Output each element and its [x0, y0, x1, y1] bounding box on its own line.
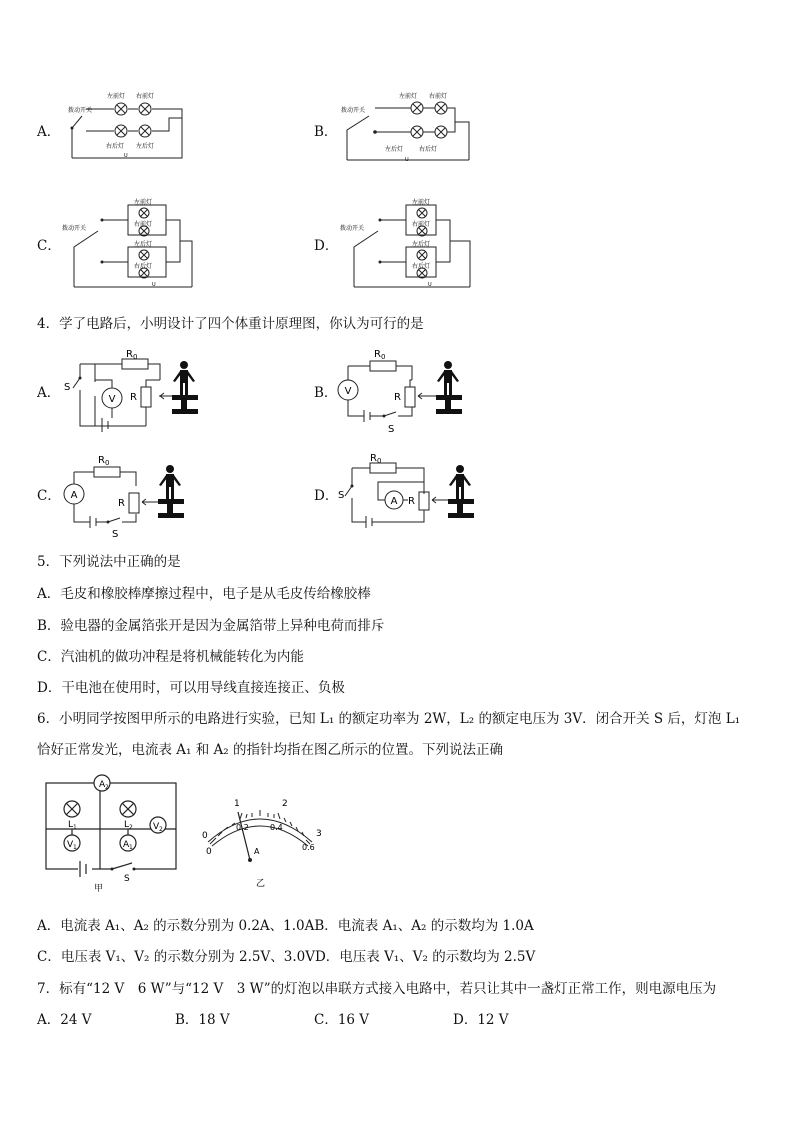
q3b-right-front-label: 右前灯 — [429, 93, 448, 100]
q7-stem: 7．标有“12 V 6 W”与“12 V 3 W”的灯泡以串联方式接入电路中，若只让其中一盏灯正常工作，则电源电压为 — [37, 981, 717, 997]
q6-meter-top-3: 3 — [316, 829, 322, 839]
q3a-u-label: U — [124, 153, 128, 159]
q4-circuit-a — [60, 340, 230, 440]
q6-meter-bottom-02: 0.2 — [236, 823, 249, 832]
q3d-switch-label: 拨动开关 — [340, 225, 365, 232]
q6-circuit-jia — [42, 775, 182, 895]
q6-a1-label: A — [123, 840, 130, 850]
q4-option-d-label: D． — [314, 488, 339, 504]
q4a-voltmeter-label: V — [108, 394, 116, 405]
q4b-r0-label: R — [374, 349, 381, 360]
q4a-r0-sub: 0 — [133, 353, 138, 361]
q4c-r0-sub: 0 — [105, 459, 110, 467]
q4d-ammeter-label: A — [390, 496, 398, 507]
q3c-u-label: U — [152, 282, 156, 288]
q4c-r-label: R — [118, 498, 125, 509]
q4a-s-label: S — [64, 382, 71, 393]
q3-circuit-d — [340, 193, 480, 293]
q4b-voltmeter-label: V — [344, 386, 352, 397]
q3a-left-front-label: 左前灯 — [107, 93, 126, 100]
q6-options-cd: C．电压表 V₁、V₂ 的示数分别为 2.5V、3.0VD．电压表 V₁、V₂ 的示数均为 2.5V — [37, 949, 536, 965]
q3a-switch-label: 拨动开关 — [68, 107, 93, 114]
q6-v1-label: V — [67, 840, 74, 850]
q3b-right-rear-label: 右后灯 — [419, 146, 438, 153]
q6-s-label: S — [124, 874, 130, 884]
q4b-s-label: S — [388, 424, 395, 435]
q4b-r0-sub: 0 — [381, 353, 386, 361]
q3c-right-front-label: 右前灯 — [134, 221, 153, 228]
q6-stem-line2: 恰好正常发光，电流表 A₁ 和 A₂ 的指针均指在图乙所示的位置。下列说法正确 — [37, 742, 503, 758]
q6-yi-label: 乙 — [256, 879, 266, 889]
q4d-r0-label: R — [370, 453, 377, 464]
q6-meter-unit: A — [254, 847, 260, 856]
q7-option-b: B．18 V — [175, 1012, 230, 1028]
q6-a2-label: A — [99, 780, 106, 790]
q4d-s-label: S — [338, 490, 345, 501]
q3a-right-rear-label: 右后灯 — [106, 143, 125, 150]
q4a-r0-label: R — [126, 349, 133, 360]
q6-v2-sub: 2 — [159, 826, 163, 833]
q3-option-c-label: C． — [37, 238, 61, 254]
q4b-r-label: R — [394, 392, 401, 403]
q5-option-d: D．干电池在使用时，可以用导线直接连接正、负极 — [37, 680, 345, 696]
q3b-u-label: U — [405, 157, 409, 163]
q6-meter-yi — [198, 798, 328, 888]
q3-option-b-label: B． — [314, 124, 338, 140]
q3c-right-rear-label: 右后灯 — [134, 263, 153, 270]
q3-circuit-a — [64, 88, 184, 163]
q4-option-c-label: C． — [37, 488, 61, 504]
q6-meter-bottom-06: 0.6 — [302, 843, 315, 852]
q5-option-a: A．毛皮和橡胶棒摩擦过程中，电子是从毛皮传给橡胶棒 — [37, 586, 371, 602]
q6-options-ab: A．电流表 A₁、A₂ 的示数分别为 0.2A、1.0AB．电流表 A₁、A₂ 的示数均为 1.0A — [37, 918, 534, 934]
q4c-s-label: S — [112, 529, 119, 540]
q4-circuit-c — [60, 444, 230, 544]
q4a-r-label: R — [130, 392, 137, 403]
q6-meter-top-0: 0 — [202, 831, 208, 841]
q3b-left-rear-label: 左后灯 — [385, 146, 404, 153]
q6-stem-line1: 6．小明同学按图甲所示的电路进行实验，已知 L₁ 的额定功率为 2W，L₂ 的额定电压为 3V．闭合开关 S 后，灯泡 L₁ — [37, 711, 741, 727]
q3-option-a-label: A． — [37, 124, 61, 140]
q6-v1-sub: 1 — [73, 844, 77, 851]
q3d-left-front-label: 左前灯 — [412, 199, 431, 206]
q6-meter-top-2: 2 — [282, 799, 288, 809]
q3a-left-rear-label: 左后灯 — [136, 143, 155, 150]
q6-v2-label: V — [153, 822, 160, 832]
q6-a1-sub: 1 — [129, 844, 133, 851]
q6-meter-bottom-0: 0 — [206, 847, 212, 857]
q7-option-c: C．16 V — [314, 1012, 370, 1028]
q5-option-c: C．汽油机的做功冲程是将机械能转化为内能 — [37, 649, 304, 665]
q3c-left-rear-label: 左后灯 — [134, 241, 153, 248]
q4d-r-label: R — [408, 496, 415, 507]
q3c-left-front-label: 左前灯 — [134, 199, 153, 206]
q4c-ammeter-label: A — [70, 490, 78, 501]
q5-option-b: B．验电器的金属箔张开是因为金属箔带上异种电荷而排斥 — [37, 618, 385, 634]
q4c-r0-label: R — [98, 455, 105, 466]
q6-meter-bottom-04: 0.4 — [270, 823, 283, 832]
q4d-r0-sub: 0 — [377, 457, 382, 465]
q3b-switch-label: 拨动开关 — [341, 107, 366, 114]
q3a-right-front-label: 右前灯 — [136, 93, 155, 100]
q6-l1-sub: 1 — [73, 824, 77, 831]
q4-stem: 4．学了电路后，小明设计了四个体重计原理图，你认为可行的是 — [37, 316, 424, 332]
q7-option-d: D．12 V — [453, 1012, 509, 1028]
q6-l2-label: L — [124, 820, 130, 830]
q4-circuit-d — [338, 444, 508, 544]
q4-option-b-label: B． — [314, 385, 338, 401]
q5-stem: 5．下列说法中正确的是 — [37, 554, 181, 570]
q6-l2-sub: 2 — [129, 824, 133, 831]
q3c-switch-label: 拨动开关 — [62, 225, 87, 232]
q3b-left-front-label: 左前灯 — [399, 93, 418, 100]
q7-option-a: A．24 V — [37, 1012, 92, 1028]
q3-option-d-label: D． — [314, 238, 339, 254]
q4-option-a-label: A． — [37, 385, 61, 401]
q3-circuit-b — [341, 88, 475, 163]
q4-circuit-b — [338, 340, 508, 440]
q6-jia-label: 甲 — [94, 884, 104, 894]
q3d-left-rear-label: 左后灯 — [412, 241, 431, 248]
q3d-u-label: U — [428, 282, 432, 288]
q6-meter-top-1: 1 — [234, 799, 240, 809]
q3d-right-front-label: 右前灯 — [412, 221, 431, 228]
q3-circuit-c — [62, 193, 202, 293]
q6-l1-label: L — [68, 820, 74, 830]
q3d-right-rear-label: 右后灯 — [412, 263, 431, 270]
q6-a2-sub: 2 — [105, 784, 109, 791]
